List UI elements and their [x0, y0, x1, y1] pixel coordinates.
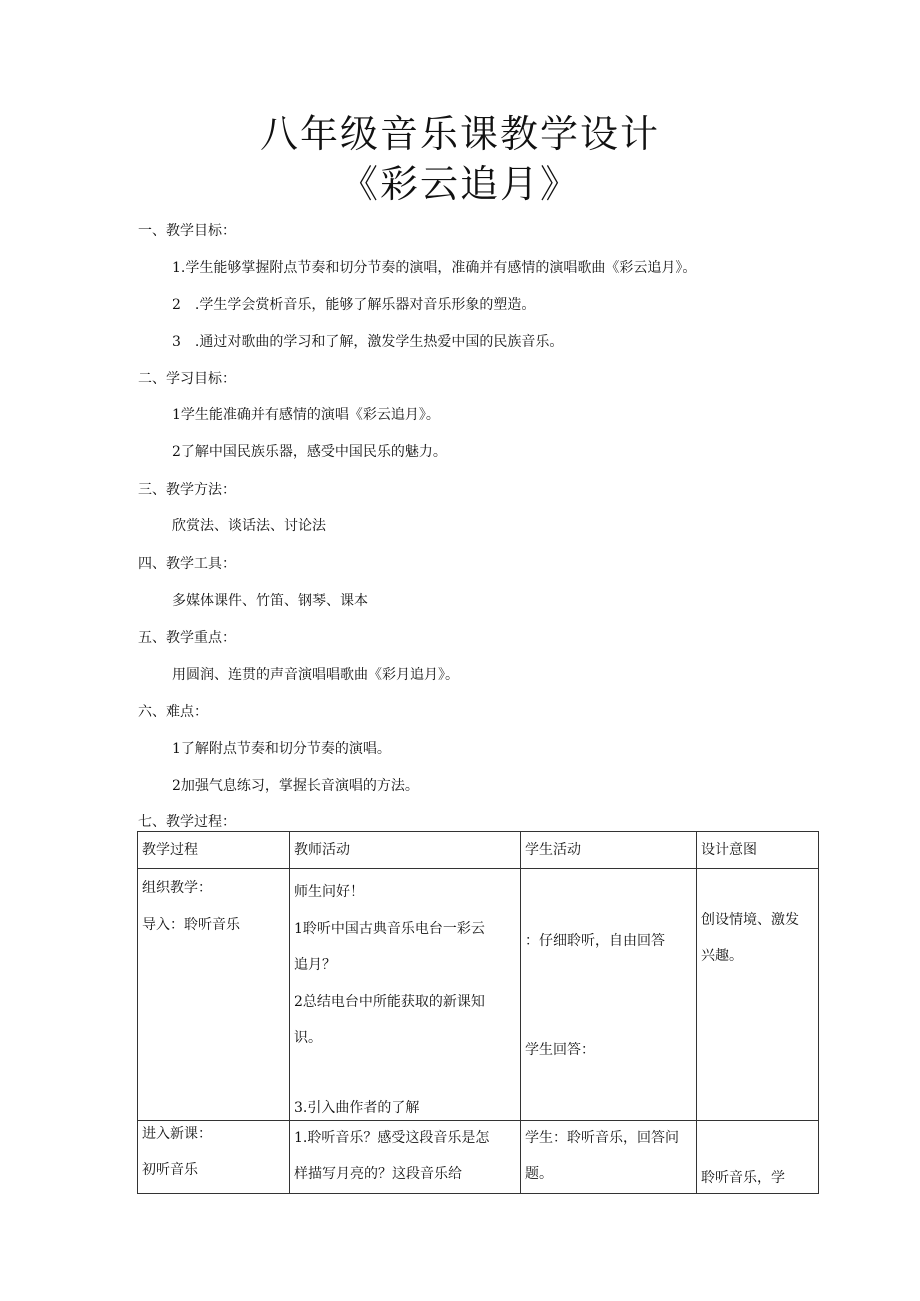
- row2-teacher-cell: [290, 1121, 521, 1194]
- row2-process-line-2: 初听音乐: [142, 1162, 198, 1178]
- row2-process-line-1: 进入新课：: [142, 1126, 212, 1142]
- section-1-item-2: 2 .学生学会赏析音乐，能够了解乐器对音乐形象的塑造。: [172, 297, 536, 313]
- row2-student-cell: [521, 1121, 697, 1194]
- section-6-item-2: 2加强气息练习，掌握长音演唱的方法。: [172, 778, 419, 794]
- table-header-row: [138, 832, 819, 869]
- table-row: [138, 1121, 819, 1194]
- row1-teacher-cell: [290, 869, 521, 1121]
- row1-teacher-line-5: 识。: [294, 1030, 322, 1046]
- teaching-process-table: [137, 831, 819, 1194]
- section-6-heading: 六、难点：: [138, 704, 208, 720]
- table-row: [138, 869, 819, 1121]
- row1-intent-line-1: 创设情境、激发: [701, 912, 799, 928]
- row2-intent-cell: [697, 1121, 819, 1194]
- row2-teacher-line-2: 样描写月亮的？这段音乐给: [294, 1166, 462, 1182]
- row2-intent-line-1: 聆听音乐，学: [701, 1170, 785, 1186]
- section-7-heading: 七、教学过程：: [138, 814, 236, 830]
- section-1-item-3: 3 .通过对歌曲的学习和了解，激发学生热爱中国的民族音乐。: [172, 334, 564, 350]
- row1-intent-cell: [697, 869, 819, 1121]
- section-3-heading: 三、教学方法：: [138, 482, 236, 498]
- row1-process-line-2: 导入：聆听音乐: [142, 917, 240, 933]
- header-design-intent: 设计意图: [697, 832, 819, 869]
- header-process: 教学过程: [138, 832, 290, 869]
- row2-student-line-2: 题。: [525, 1166, 553, 1182]
- section-2-heading: 二、学习目标：: [138, 371, 236, 387]
- row1-teacher-line-1: 师生问好！: [294, 884, 364, 900]
- document-title: 八年级音乐课教学设计: [259, 112, 660, 156]
- section-2-item-2: 2了解中国民族乐器，感受中国民乐的魅力。: [172, 444, 447, 460]
- row1-student-line-1: ：仔细聆听，自由回答: [525, 933, 665, 949]
- row1-teacher-line-6: 3.引入曲作者的了解: [294, 1100, 420, 1116]
- document-subtitle: 《彩云追月》: [339, 162, 580, 206]
- section-4-item-1: 多媒体课件、竹笛、钢琴、课本: [172, 593, 368, 609]
- header-student-activity: 学生活动: [521, 832, 697, 869]
- row2-student-line-1: 学生：聆听音乐，回答问: [525, 1130, 679, 1146]
- row2-teacher-line-1: 1.聆听音乐？感受这段音乐是怎: [294, 1130, 490, 1146]
- row1-teacher-line-3: 追月？: [294, 957, 336, 973]
- row1-process-cell: [138, 869, 290, 1121]
- row1-student-line-2: 学生回答：: [525, 1042, 595, 1058]
- section-1-heading: 一、教学目标：: [138, 223, 236, 239]
- row1-student-cell: [521, 869, 697, 1121]
- row2-process-cell: [138, 1121, 290, 1194]
- section-3-item-1: 欣赏法、谈话法、讨论法: [172, 518, 326, 534]
- row1-process-line-1: 组织教学：: [142, 880, 212, 896]
- section-6-item-1: 1了解附点节奏和切分节奏的演唱。: [172, 741, 391, 757]
- section-5-item-1: 用圆润、连贯的声音演唱唱歌曲《彩月追月》。: [172, 667, 459, 683]
- row1-teacher-line-4: 2总结电台中所能获取的新课知: [294, 994, 485, 1010]
- section-2-item-1: 1学生能准确并有感情的演唱《彩云追月》。: [172, 407, 440, 423]
- row1-intent-line-2: 兴趣。: [701, 948, 743, 964]
- section-1-item-1: 1.学生能够掌握附点节奏和切分节奏的演唱，准确并有感情的演唱歌曲《彩云追月》。: [172, 260, 697, 276]
- row1-teacher-line-2: 1聆听中国古典音乐电台一彩云: [294, 921, 485, 937]
- section-5-heading: 五、教学重点：: [138, 630, 236, 646]
- header-teacher-activity: 教师活动: [290, 832, 521, 869]
- section-4-heading: 四、教学工具：: [138, 556, 236, 572]
